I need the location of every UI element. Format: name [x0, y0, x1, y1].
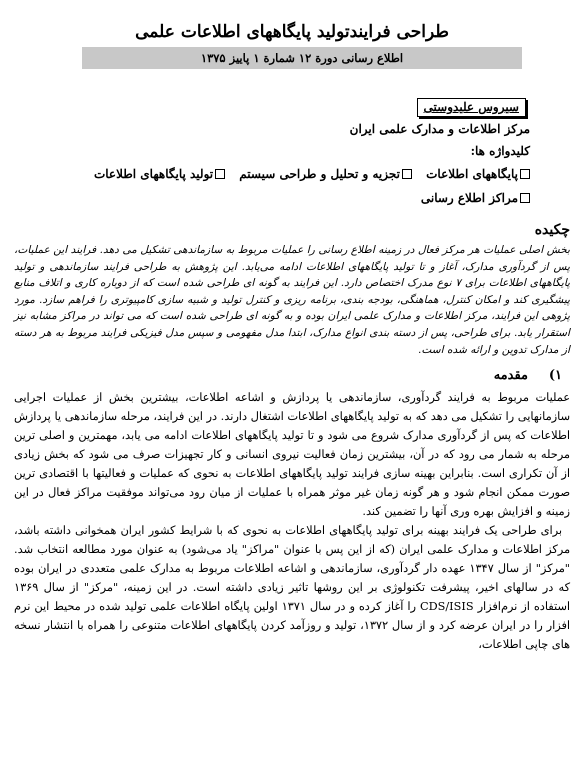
checkbox-icon [520, 193, 530, 203]
author-name: سیروس علیدوستی [417, 98, 526, 117]
keyword-item: مراکز اطلاع رسانی [421, 186, 530, 210]
author-line [120, 96, 530, 118]
keyword-item: تجزیه و تحلیل و طراحی سیستم [239, 162, 412, 186]
section-body [14, 388, 570, 654]
article-title: طراحی فرایندتولید پایگاههای اطلاعات علمی [135, 22, 449, 42]
checkbox-icon [402, 169, 412, 179]
abstract-heading: چکیده [534, 222, 570, 238]
section-heading [14, 366, 570, 386]
keywords-row-1 [93, 162, 530, 186]
keywords-row-2 [120, 186, 530, 210]
section-title: مقدمه [493, 368, 528, 383]
document-page [14, 10, 570, 778]
keyword-item: تولید پایگاههای اطلاعات [94, 162, 225, 186]
abstract-text: بخش اصلی عملیات هر مرکز فعال در زمینه اطلاع رسانی را عملیات مربوط به سازماندهی تشکیل می دهد. فرایند این عملیات، پس از گردآوری مدارک، آغاز و تا تولید پایگاههای اطلاعات ادامه می‌یابد. این پژوهش به طراحی فرایند سازماندهی و تولید پایگاههای اطلاعات برای ۷ نوع مدرک اختصاص دارد. این فرایند به گونه ای طراحی شده است که از دوباره کاری و اتلاف منابع پیشگیری کند و امکان کنترل، هماهنگی، بودجه بندی، برنامه ریزی و کنترل تولید و شبیه سازی کامپیوتری را فراهم سازد. مورد پژوهی این فرایند، مرکز اطلاعات و مدارک علمی ایران بوده و به گونه ای طراحی شده است که می تواند در مراکز مشابه نیز استقرار یابد. برای طراحی، پس از دسته بندی انواع مدارک، ابتدا مدل مفهومی و سپس مدل فیزیکی فرایند مربوط به هر دسته از مدارک تدوین و ارائه شده است. [14, 244, 570, 356]
paragraph: عملیات مربوط به فرایند گردآوری، سازماندهی یا پردازش و اشاعه اطلاعات، بیشترین بخش از عملیات اجرایی سازمانهایی را تشکیل می دهد که به تولید پایگاههای اطلاعات اشتغال دارند. در این فرایند، مرحله سازماندهی یا پردازش اطلاعات که پس از گردآوری مدارک شروع می شود و تا تولید پایگاههای اطلاعات ادامه می یابد، مهمترین و اصلی ترین مرحله به شمار می رود که در آن، بیشترین زمان فعالیت نیروی انسانی و کار تجهیزات صرف می شود که بخش زیادی از آن تکراری است. بنابراین بهینه سازی فرایند تولید پایگاههای اطلاعات به نحوی که عملیات و فعالیتها با اقتصادی ترین صورت ممکن انجام شود و هر گونه زمان غیر موثر همراه با عملیات از میان رود می‌تواند موفقیت مراکز فعال در این زمینه و افزایش بهره وری آنها را تضمین کند. [14, 391, 570, 518]
section-number: ۱) [548, 368, 562, 383]
checkbox-icon [520, 169, 530, 179]
author-keywords-box [93, 96, 530, 210]
journal-info-bar: اطلاع رسانی دورة ۱۲ شمارة ۱ پاییز ۱۳۷۵ [82, 47, 522, 69]
keyword-item: پایگاههای اطلاعات [426, 162, 530, 186]
affiliation: مرکز اطلاعات و مدارک علمی ایران [349, 122, 530, 136]
paragraph: برای طراحی یک فرایند بهینه برای تولید پایگاههای اطلاعات به نحوی که با شرایط کشور ایران همخوانی داشته باشد، مرکز اطلاعات و مدارک علمی ایران (که از این پس با عنوان "مراکز" یاد می‌شود) به عنوان مورد مطالعه انتخاب شد. "مرکز" از سال ۱۳۴۷ عهده دار گردآوری، سازماندهی و اشاعه اطلاعات مربوط به مدارک علمی متعددی در ایران بوده که در سالهای اخیر، پیشرفت تکنولوژی بر این روشها تاثیر زیادی داشته است. در این زمینه، "مرکز" از سال ۱۳۶۹ استفاده از نرم‌افزار CDS/ISIS را آغاز کرده و در سال ۱۳۷۱ اولین پایگاه اطلاعات علمی تولید شده در محیط این نرم افزار را در ایران عرضه کرد و از سال ۱۳۷۲، تولید و روزآمد کردن پایگاههای اطلاعات متنوعی را همراه با انتشار نسخه های چاپی اطلاعات، [14, 524, 570, 651]
checkbox-icon [215, 169, 225, 179]
keywords-label: کلیدواژه ها: [470, 144, 530, 158]
